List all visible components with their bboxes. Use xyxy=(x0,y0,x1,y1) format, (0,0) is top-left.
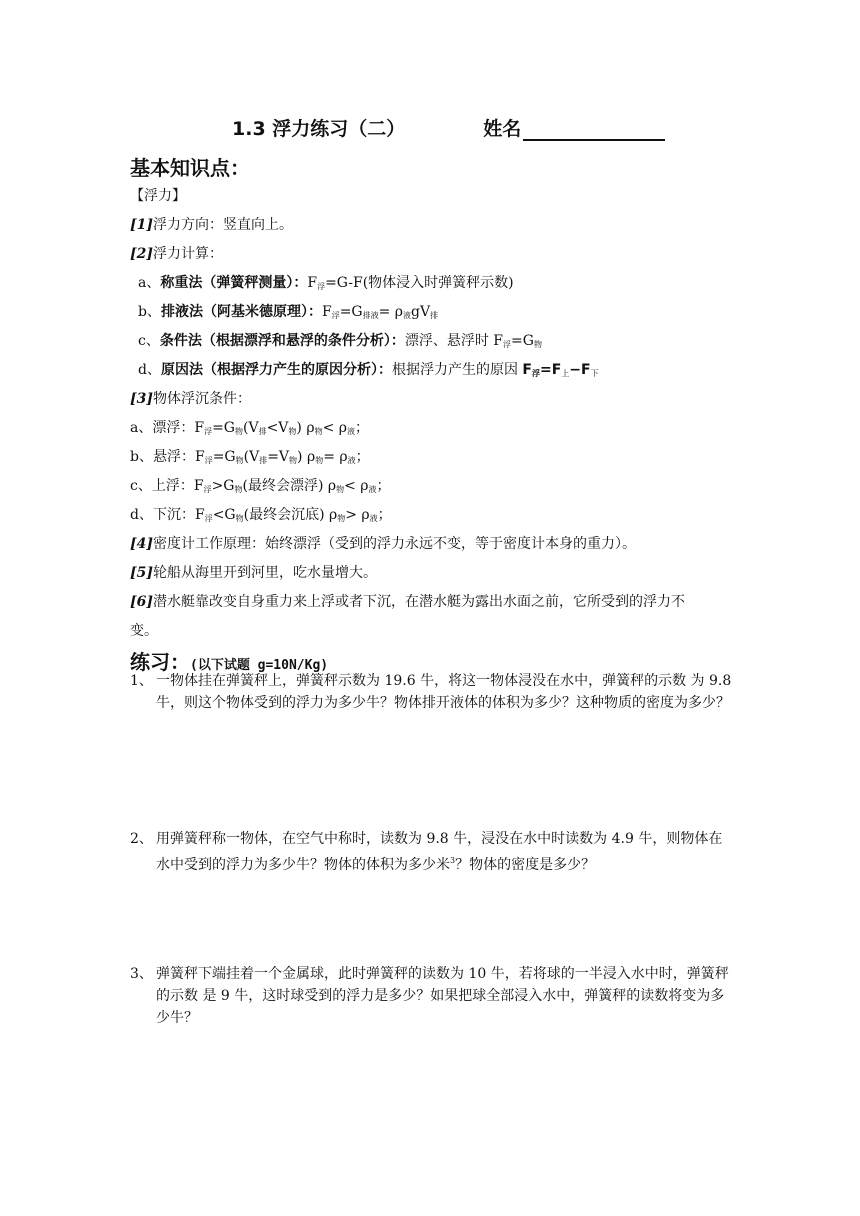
section-practice: 练习：(以下试题 g=10N/Kg) xyxy=(130,650,329,674)
question-3-number: 3、 xyxy=(130,966,153,982)
name-blank-line[interactable] xyxy=(523,119,665,141)
name-label: 姓名 xyxy=(483,118,522,140)
method-a: a、称重法（弹簧秤测量）：F浮=G-F(物体浸入时弹簧秤示数) xyxy=(138,275,514,291)
knowledge-1: [1]浮力方向：竖直向上。 xyxy=(130,217,293,233)
float-condition-b: b、悬浮：F浮=G物(V排=V物) ρ物= ρ液； xyxy=(130,449,370,465)
question-1 xyxy=(130,670,736,714)
knowledge-2: [2]浮力计算： xyxy=(130,246,223,262)
question-2 xyxy=(130,828,736,876)
question-2-text: 用弹簧秤称一物体，在空气中称时，读数为 9.8 牛，浸没在水中时读数为 4.9 牛，则物体在水中受到的浮力为多少牛？物体的体积为多少米$^3$？物体的密度是多少？ xyxy=(156,831,723,873)
float-condition-c: c、上浮：F浮>G物(最终会漂浮) ρ物< ρ液； xyxy=(130,478,391,494)
question-3-text: 弹簧秤下端挂着一个金属球，此时弹簧秤的读数为 10 牛，若将球的一半浸入水中时，弹簧秤的示数 是 9 牛，这时球受到的浮力是多少？如果把球全部浸入水中，弹簧秤的读数将变为多少牛？ xyxy=(156,966,729,1026)
section-basic-knowledge: 基本知识点： xyxy=(130,156,250,180)
question-1-number: 1、 xyxy=(130,673,153,689)
method-c: c、条件法（根据漂浮和悬浮的条件分析）：漂浮、悬浮时 F浮=G物 xyxy=(138,333,542,349)
knowledge-6: [6]潜水艇靠改变自身重力来上浮或者下沉，在潜水艇为露出水面之前，它所受到的浮力不 xyxy=(130,594,685,610)
knowledge-6-cont: 变。 xyxy=(130,623,158,639)
method-d: d、原因法（根据浮力产生的原因分析）：根据浮力产生的原因 F浮=F上−F下 xyxy=(138,362,599,378)
bracket-heading: 【浮力】 xyxy=(130,188,186,204)
title-text: 1.3 浮力练习（二） xyxy=(232,118,406,140)
method-b: b、排液法（阿基米德原理）：F浮=G排液= ρ液gV排 xyxy=(138,304,439,320)
page-title xyxy=(232,114,665,141)
float-condition-a: a、漂浮：F浮=G物(V排<V物) ρ物< ρ液； xyxy=(130,420,369,436)
question-1-text: 一物体挂在弹簧秤上，弹簧秤示数为 19.6 牛，将这一物体浸没在水中，弹簧秤的示数 为 9.8 牛，则这个物体受到的浮力为多少牛？物体排开液体的体积为多少？这种物质的密度为多少？ xyxy=(156,673,732,711)
float-condition-d: d、下沉：F浮<G物(最终会沉底) ρ物> ρ液； xyxy=(130,507,392,523)
knowledge-5: [5]轮船从海里开到河里，吃水量增大。 xyxy=(130,565,377,581)
knowledge-3: [3]物体浮沉条件： xyxy=(130,391,251,407)
knowledge-4: [4]密度计工作原理：始终漂浮（受到的浮力永远不变，等于密度计本身的重力）。 xyxy=(130,536,636,552)
practice-note: (以下试题 g=10N/Kg) xyxy=(190,658,329,673)
question-2-number: 2、 xyxy=(130,831,153,847)
question-3 xyxy=(130,963,736,1029)
